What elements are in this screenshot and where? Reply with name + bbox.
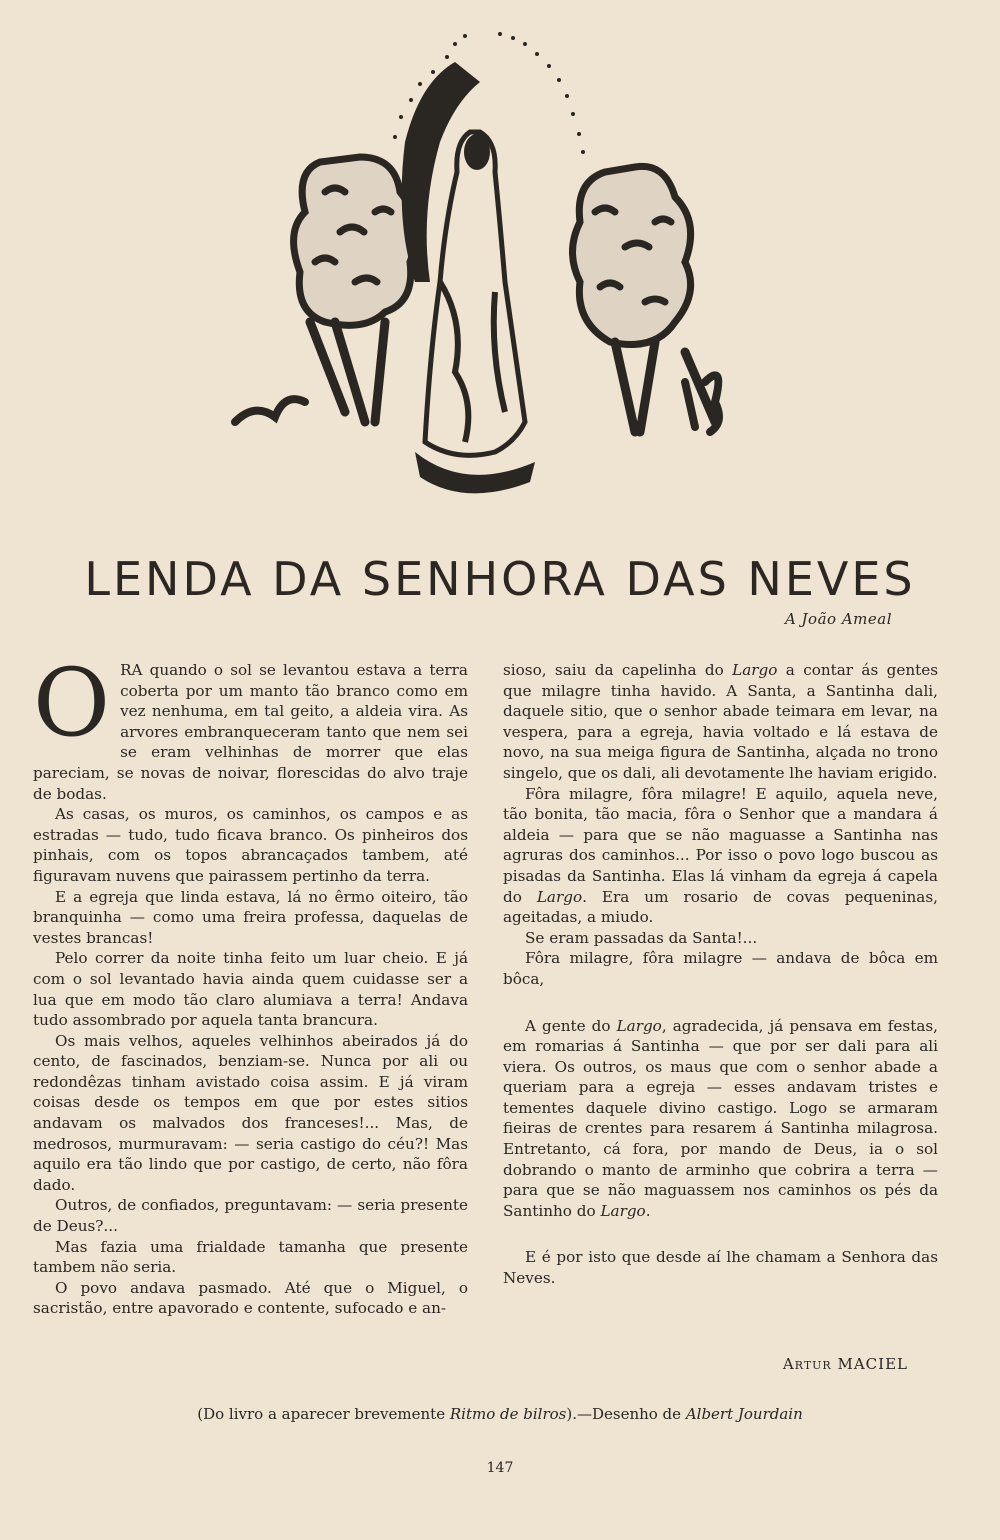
page-number: 147 (486, 1460, 514, 1476)
paragraph: ORA quando o sol se levantou estava a terra coberta por um manto tão branco como em vez nenhuma, em tal geito, a aldeia vira. As arvores embranqueceram tanto que nem sei se eram velhinhas de morrer que elas pareciam, se novas de noivar, florescidas do alvo traje de bodas. (33, 649, 468, 803)
right-tree (573, 166, 716, 432)
paragraph: Fôra milagre, fôra milagre! E aquilo, aquela neve, tão bonita, tão macia, fôra o Senhor que a mandara á aldeia — para que se não maguasse a Santinha nas agruras dos caminhos... Por isso o povo logo buscou as pisadas da Santinha. Elas lá vinham da egreja á capela do Largo. Era um rosario de covas pequeninas, ageitadas, a miudo. (503, 784, 938, 927)
paragraph: E a egreja que linda estava, lá no êrmo oiteiro, tão branquinha — como uma freira professa, daquelas de vestes brancas! (33, 887, 468, 947)
left-column (33, 649, 468, 1319)
caption: (Do livro a aparecer brevemente Ritmo de bilros).—Desenho de Albert Jourdain (197, 1405, 803, 1423)
paragraph: sioso, saiu da capelinha do Largo a contar ás gentes que milagre tinha havido. A Santa, a Santinha dali, daquele sitio, que o senhor abade teimara em levar, na vespera, para a egreja, havia voltado e lá estava de novo, na sua meiga figura de Santinha, alçada no trono singelo, que os dali, ali devotamente lhe haviam erigido. (503, 661, 938, 782)
paragraph: Fôra milagre, fôra milagre — andava de bôca em bôca, (503, 949, 938, 988)
paragraph: Os mais velhos, aqueles velhinhos abeirados já do cento, de fascinados, benziam-se. Nunca por ali ou redondêzas tinham avistado coisa assim. E já viram coisas desde os tempos em que por estes sitios andavam os malvados dos franceses!... Mas, de medrosos, murmuravam: — seria castigo do céu?! Mas aquilo era tão lindo que por castigo, de certo, não fôra dado. (33, 1031, 468, 1194)
right-column (503, 660, 938, 1289)
paragraph: A gente do Largo, agradecida, já pensava em festas, em romarias á Santinha — que por ser dali para ali viera. Os outros, os maus que com o senhor abade a queriam para a egreja — esses andavam tristes e tementes daquele divino castigo. Logo se armaram fieiras de crentes para resarem á Santinha milagrosa. Entretanto, cá fora, por mando de Deus, ia o sol dobrando o manto de arminho que cobrira a terra — para que se não maguassem nos caminhos os pés da Santinho do Largo. (503, 1016, 938, 1220)
left-tree (294, 157, 416, 422)
paragraph: E é por isto que desde aí lhe chamam a Senhora das Neves. (503, 1248, 938, 1288)
paragraph: As casas, os muros, os caminhos, os campos e as estradas — tudo, tudo ficava branco. Os pinheiros dos pinhais, com os topos abrancaçados tambem, até figuravam nuvens que pairassem pertinho da terra. (33, 805, 468, 885)
paragraph: O povo andava pasmado. Até que o Miguel, o sacristão, entre apavorado e contente, sufocado e an- (33, 1278, 468, 1318)
paragraph: Se eram passadas da Santa!... (525, 928, 758, 947)
madonna-illustration (215, 22, 760, 512)
paragraph: Pelo correr da noite tinha feito um luar cheio. E já com o sol levantado havia ainda quem cuidasse ser a lua que em modo tão claro alumiava a terra! Andava tudo assombrado por aquela tanta brancura. (33, 949, 468, 1030)
paragraph: Outros, de confiados, preguntavam: — seria presente de Deus?... (33, 1196, 468, 1236)
dedication: A João Ameal (784, 610, 892, 628)
paragraph: Mas fazia uma frialdade tamanha que presente tambem não seria. (33, 1237, 468, 1277)
drop-cap: O (33, 649, 111, 758)
author-signature: Artur MACIEL (782, 1355, 908, 1373)
article-title: LENDA DA SENHORA DAS NEVES (84, 552, 916, 606)
madonna-figure (402, 62, 535, 493)
